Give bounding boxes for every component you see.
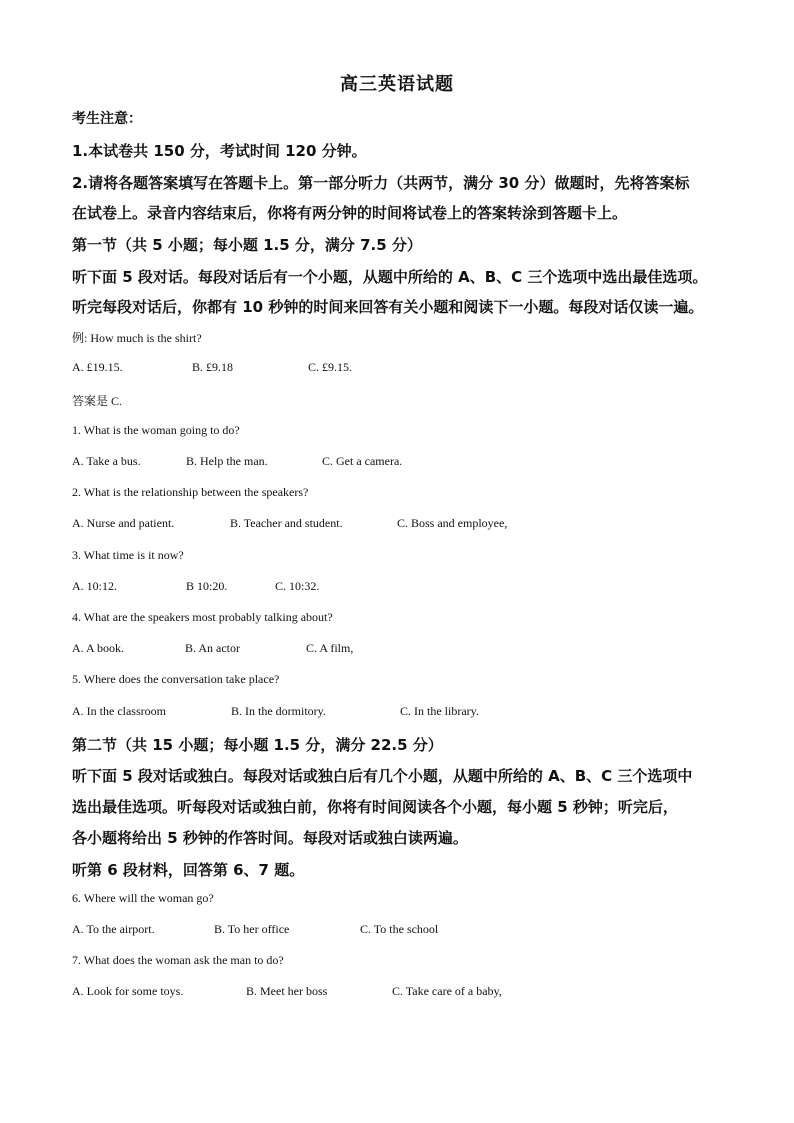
question-1-option-a: A. Take a bus. [72,454,141,468]
question-5-option-c: C. In the library. [400,704,479,718]
question-2: 2. What is the relationship between the speakers? [72,485,309,499]
notice-line-1: 1.本试卷共 150 分，考试时间 120 分钟。 [72,142,367,160]
question-4-option-c: C. A film, [306,641,354,655]
question-5-option-a: A. In the classroom [72,704,166,718]
question-6-option-c: C. To the school [360,922,439,936]
section1-instruction-2: 听完每段对话后，你都有 10 秒钟的时间来回答有关小题和阅读下一小题。每段对话仅读一遍。 [72,298,704,316]
question-3-option-c: C. 10:32. [275,579,320,593]
question-2-option-b: B. Teacher and student. [230,516,343,530]
question-7-option-a: A. Look for some toys. [72,984,184,998]
example-option-c: C. £9.15. [308,360,353,374]
question-6-option-a: A. To the airport. [72,922,155,936]
material-6-heading: 听第 6 段材料，回答第 6、7 题。 [72,861,305,879]
example-answer: 答案是 C. [72,394,123,408]
example-option-a: A. £19.15. [72,360,123,374]
example-option-b: B. £9.18 [192,360,234,374]
page-title: 高三英语试题 [340,74,454,95]
question-3-option-b: B 10:20. [186,579,228,593]
question-2-option-a: A. Nurse and patient. [72,516,175,530]
section2-heading: 第二节（共 15 小题；每小题 1.5 分，满分 22.5 分） [72,736,443,754]
question-5: 5. Where does the conversation take place? [72,672,280,686]
question-4-option-a: A. A book. [72,641,125,655]
question-4: 4. What are the speakers most probably talking about? [72,610,333,624]
question-3: 3. What time is it now? [72,548,184,562]
section2-instruction-2: 选出最佳选项。听每段对话或独白前，你将有时间阅读各个小题，每小题 5 秒钟；听完后， [72,798,678,816]
notice-heading: 考生注意： [72,111,142,127]
question-6-option-b: B. To her office [214,922,290,936]
question-6: 6. Where will the woman go? [72,891,214,905]
question-2-option-c: C. Boss and employee, [397,516,508,530]
question-5-option-b: B. In the dormitory. [231,704,326,718]
question-1-option-b: B. Help the man. [186,454,268,468]
notice-line-2a: 2.请将各题答案填写在答题卡上。第一部分听力（共两节，满分 30 分）做题时，先将答案标 [72,174,690,192]
section2-instruction-3: 各小题将给出 5 秒钟的作答时间。每段对话或独白读两遍。 [72,829,468,847]
notice-line-2b: 在试卷上。录音内容结束后，你将有两分钟的时间将试卷上的答案转涂到答题卡上。 [72,204,628,222]
question-4-option-b: B. An actor [185,641,240,655]
question-1: 1. What is the woman going to do? [72,423,240,437]
question-1-option-c: C. Get a camera. [322,454,403,468]
section1-instruction-1: 听下面 5 段对话。每段对话后有一个小题，从题中所给的 A、B、C 三个选项中选出最佳选项。 [72,268,708,286]
section1-heading: 第一节（共 5 小题；每小题 1.5 分，满分 7.5 分） [72,236,422,254]
example-question: 例: How much is the shirt? [72,331,202,345]
question-3-option-a: A. 10:12. [72,579,117,593]
question-7-option-b: B. Meet her boss [246,984,328,998]
question-7: 7. What does the woman ask the man to do? [72,953,284,967]
question-7-option-c: C. Take care of a baby, [392,984,502,998]
section2-instruction-1: 听下面 5 段对话或独白。每段对话或独白后有几个小题，从题中所给的 A、B、C 三个选项中 [72,767,693,785]
